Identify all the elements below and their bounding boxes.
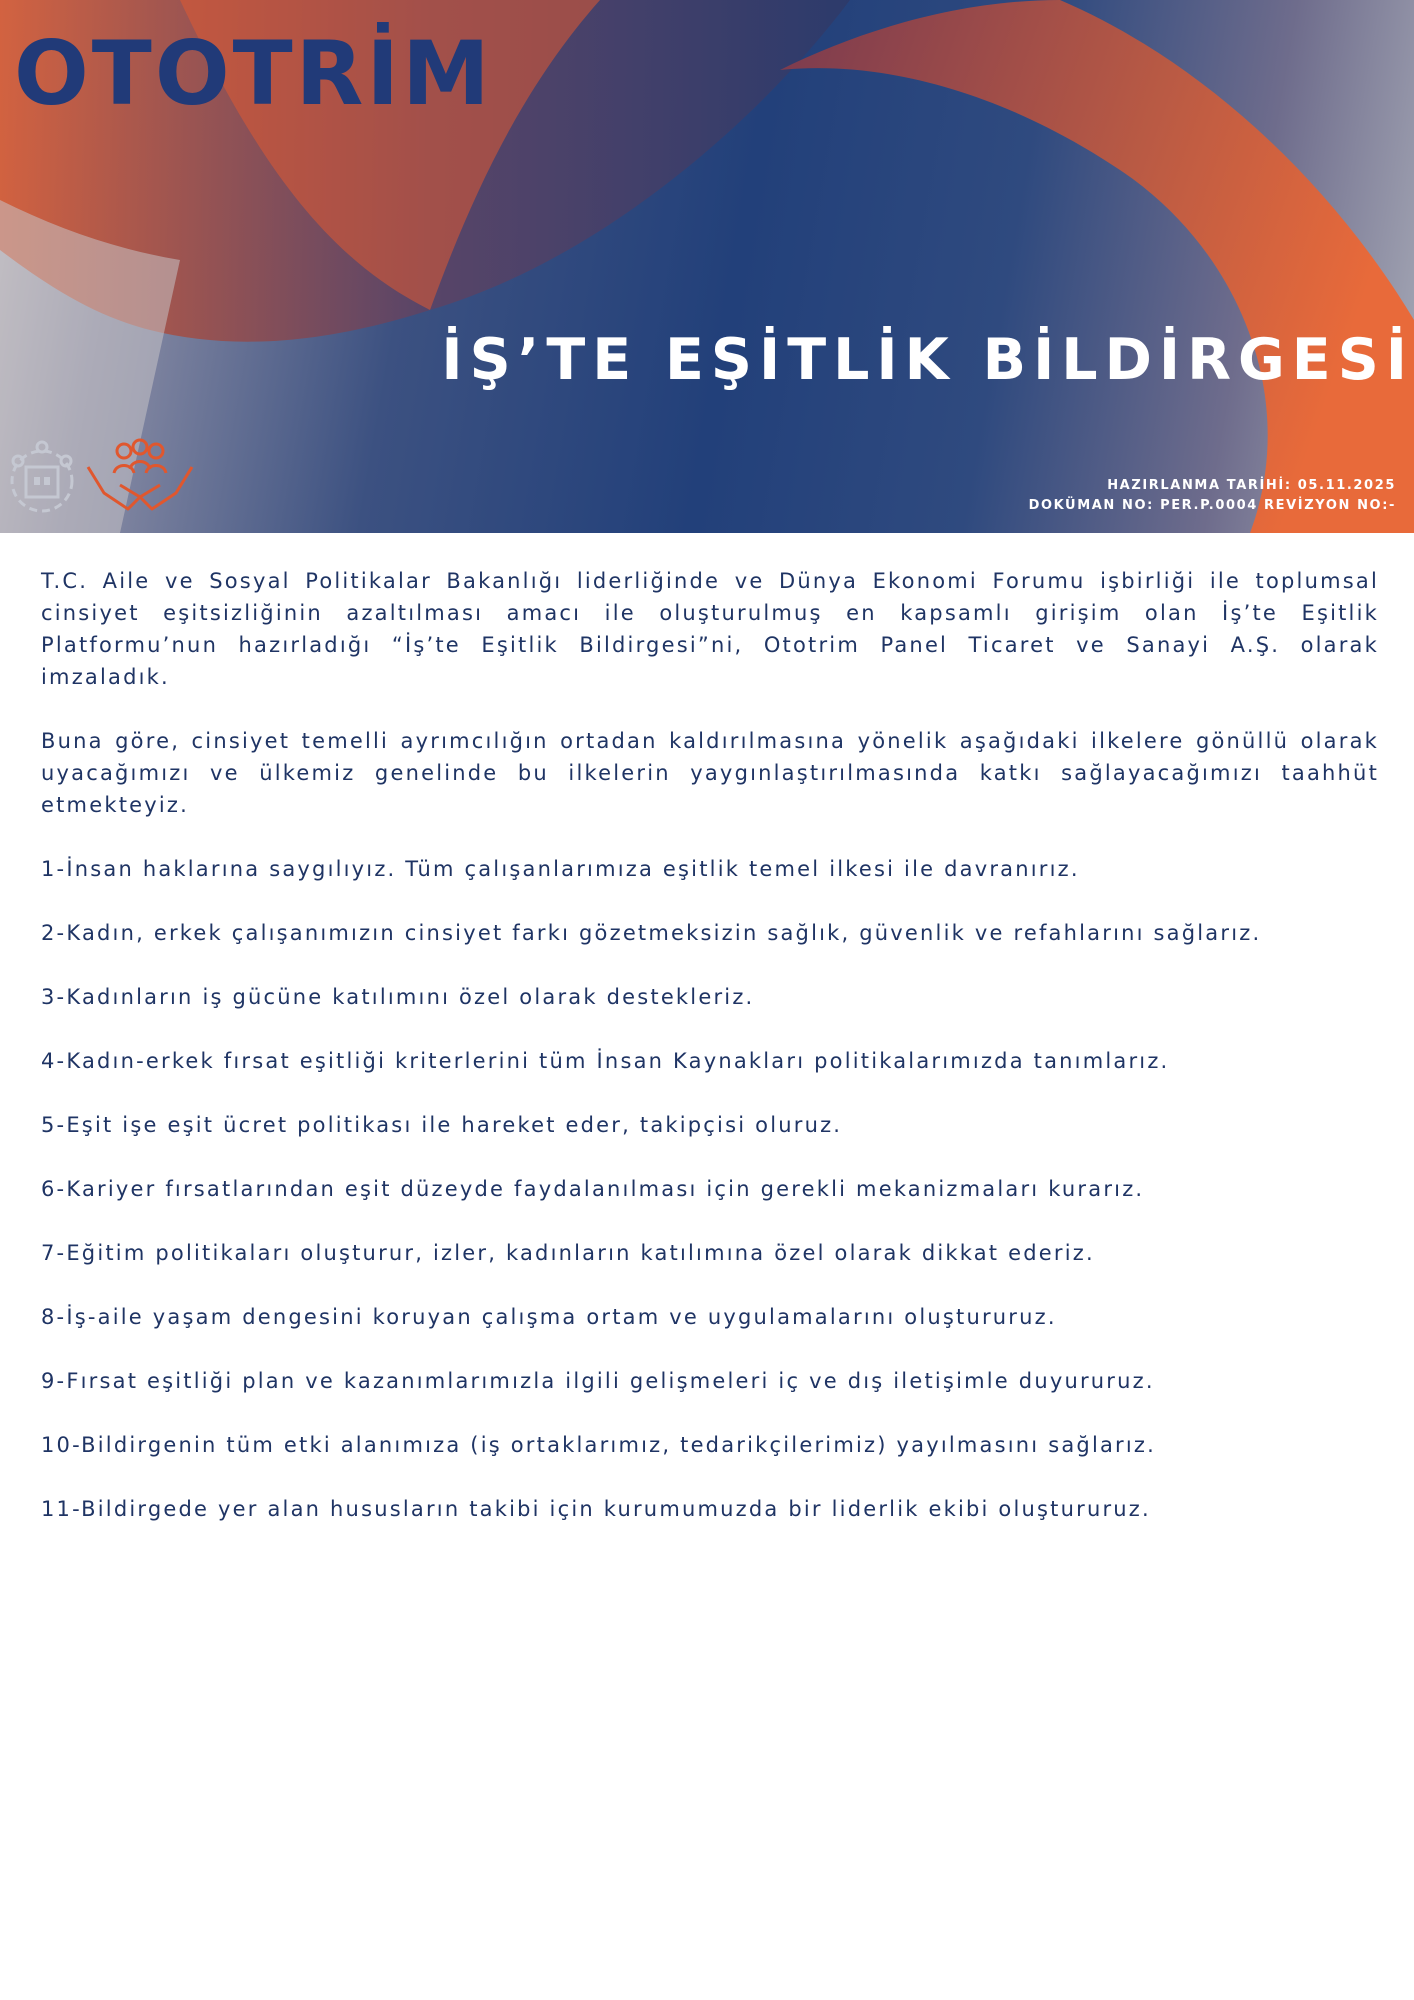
document-meta	[1029, 476, 1396, 516]
page-title: İŞ’TE EŞİTLİK BİLDİRGESİ	[441, 327, 1414, 393]
header-icons	[4, 437, 196, 517]
declaration-body	[41, 565, 1379, 1557]
principle-item: 7-Eğitim politikaları oluşturur, izler, kadınların katılımına özel olarak dikkat ederiz.	[41, 1241, 1095, 1265]
principle-item: 3-Kadınların iş gücüne katılımını özel olarak destekleriz.	[41, 985, 755, 1009]
principle-item: 5-Eşit işe eşit ücret politikası ile hareket eder, takipçisi oluruz.	[41, 1113, 843, 1137]
intro-paragraph-2: Buna göre, cinsiyet temelli ayrımcılığın ortadan kaldırılmasına yönelik aşağıdaki ilkelere gönüllü olarak uyacağımızı ve ülkemiz genelinde bu ilkelerin yaygınlaştırılmasında katkı sağlayacağımızı taahhüt etmekteyiz.	[41, 729, 1379, 817]
principle-item: 4-Kadın-erkek fırsat eşitliği kriterlerini tüm İnsan Kaynakları politikalarımızda tanımlarız.	[41, 1049, 1170, 1073]
document-number: DOKÜMAN NO: PER.P.0004 REVİZYON NO:-	[1028, 498, 1396, 513]
prepared-date: HAZIRLANMA TARİHİ: 05.11.2025	[1107, 478, 1396, 493]
principle-item: 11-Bildirgede yer alan hususların takibi için kurumumuzda bir liderlik ekibi oluştururuz.	[41, 1497, 1151, 1521]
hands-people-icon	[84, 437, 196, 517]
header-banner	[0, 0, 1414, 533]
principle-item: 8-İş-aile yaşam dengesini koruyan çalışma ortam ve uygulamalarını oluştururuz.	[41, 1305, 1057, 1329]
principle-item: 1-İnsan haklarına saygılıyız. Tüm çalışanlarımıza eşitlik temel ilkesi ile davranırız.	[41, 857, 1080, 881]
principle-item: 10-Bildirgenin tüm etki alanımıza (iş ortaklarımız, tedarikçilerimiz) yayılmasını sağlarız.	[41, 1433, 1157, 1457]
factory-gear-icon	[4, 437, 80, 517]
principle-item: 2-Kadın, erkek çalışanımızın cinsiyet farkı gözetmeksizin sağlık, güvenlik ve refahlarını sağlarız.	[41, 921, 1262, 945]
intro-paragraph-1: T.C. Aile ve Sosyal Politikalar Bakanlığı liderliğinde ve Dünya Ekonomi Forumu işbirliği ile toplumsal cinsiyet eşitsizliğinin azaltılması amacı ile oluşturulmuş en kapsamlı girişim olan İş’te Eşitlik Platformu’nun hazırladığı “İş’te Eşitlik Bildirgesi”ni, Ototrim Panel Ticaret ve Sanayi A.Ş. olarak imzaladık.	[41, 569, 1379, 689]
principle-item: 9-Fırsat eşitliği plan ve kazanımlarımızla ilgili gelişmeleri iç ve dış iletişimle duyururuz.	[41, 1369, 1155, 1393]
company-logo: OTOTRİM	[14, 22, 493, 125]
principle-item: 6-Kariyer fırsatlarından eşit düzeyde faydalanılması için gerekli mekanizmaları kurarız.	[41, 1177, 1145, 1201]
